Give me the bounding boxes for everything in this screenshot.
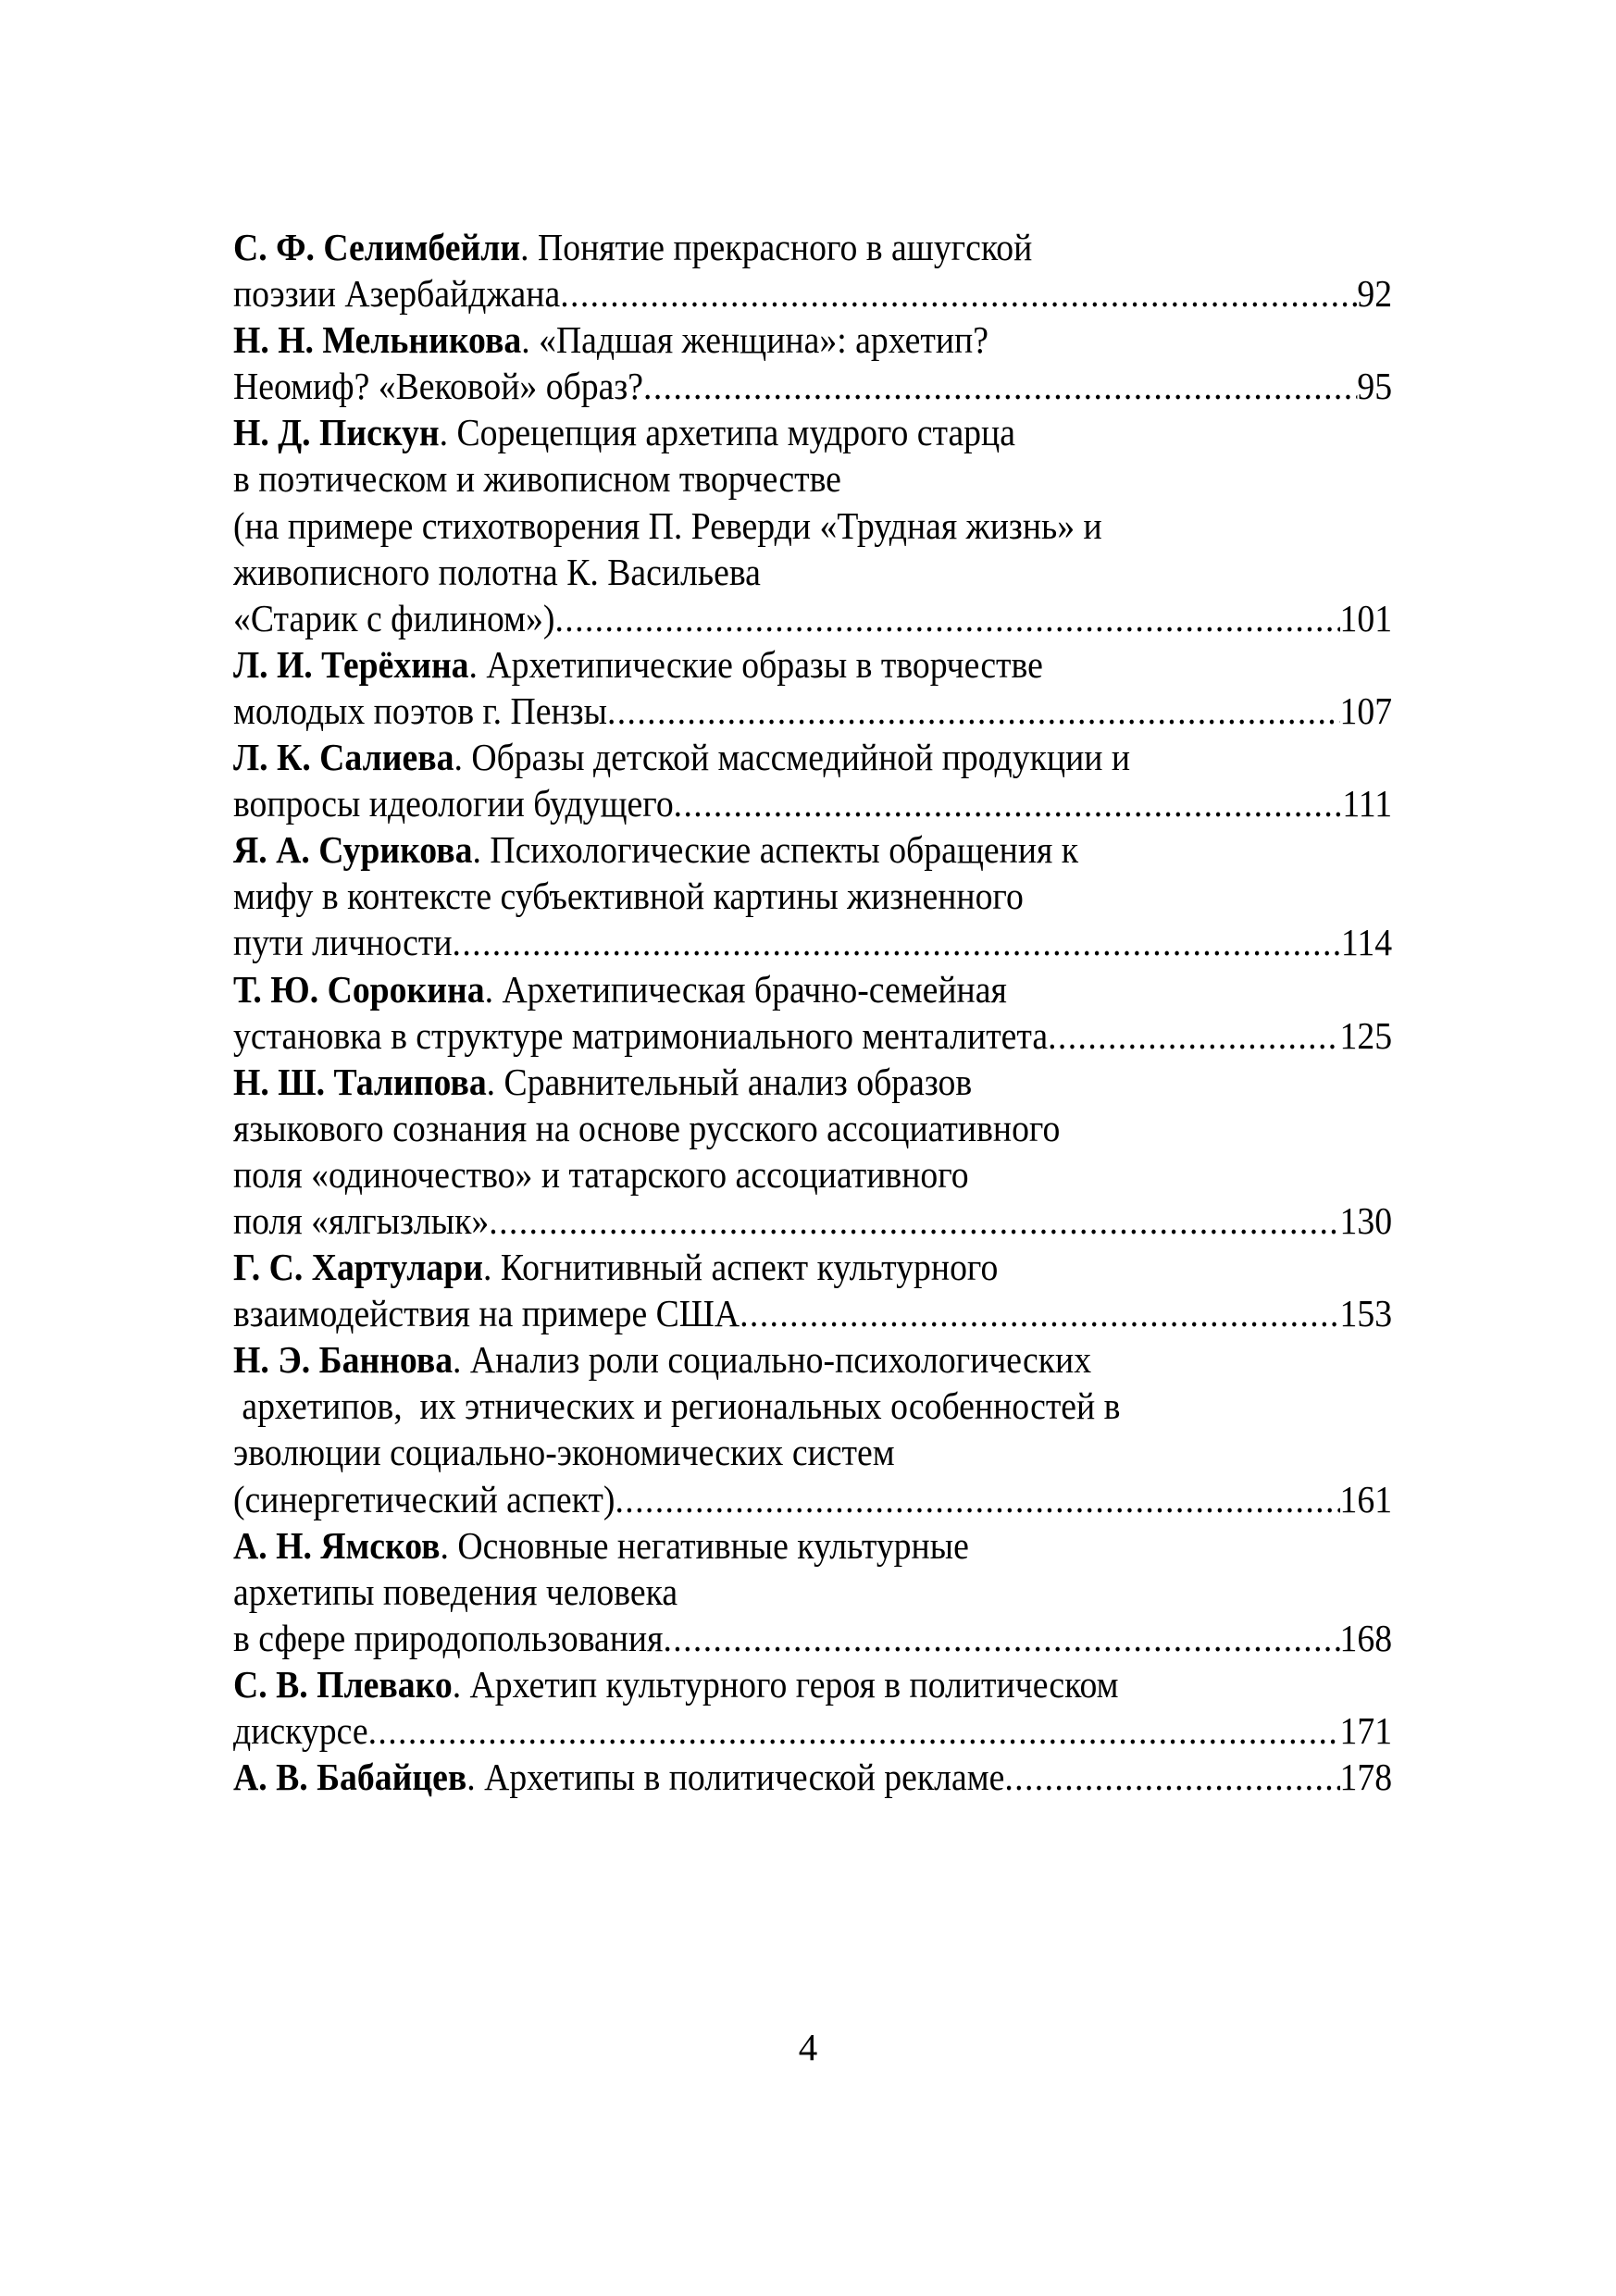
toc-entry-line — [233, 1429, 1392, 1475]
toc-entry-page: 125 — [1339, 1013, 1393, 1057]
toc-entry-line — [233, 455, 1392, 502]
toc-entry — [233, 734, 1392, 826]
dot-leader — [554, 595, 1339, 641]
toc-entry-title-text: взаимодействия на примере США — [233, 1292, 740, 1335]
toc-entry-author: Л. К. Салиева — [233, 736, 454, 779]
dot-leader — [643, 363, 1357, 409]
dot-leader — [489, 1198, 1339, 1244]
dot-leader — [607, 688, 1340, 734]
toc-entry-page: 95 — [1357, 365, 1393, 408]
toc-entry-title-text: «Падшая женщина»: архетип? — [539, 318, 988, 362]
dot-leader — [615, 1476, 1339, 1522]
toc-entry-title-text: поэзии Азербайджана — [233, 272, 561, 316]
toc-entry-author: Л. И. Терёхина — [233, 642, 469, 686]
toc-entry-last-line — [233, 919, 1392, 965]
toc-entry-line: Л. К. Салиева. Образы детской массмедийной продукции и — [233, 736, 1131, 779]
toc-entry-last-line: А. В. Бабайцев. Архетипы в политической рекламе ..... 178 — [233, 1754, 1392, 1800]
toc-entry-title-text: Сорецепция архетипа мудрого старца — [456, 411, 1015, 454]
toc-entry-last-line — [233, 1198, 1392, 1244]
toc-entry-line: С. Ф. Селимбейли. Понятие прекрасного в ашугской — [233, 226, 1033, 268]
toc-entry-title-text: Архетипические образы в творчестве — [486, 642, 1043, 686]
toc-entry-title-text: «Старик с филином») — [233, 596, 555, 639]
toc-entry — [233, 1336, 1392, 1521]
toc-entry-title-text: Психологические аспекты обращения к — [490, 828, 1079, 872]
toc-entry-line: Н. Э. Баннова. Анализ роли социально-психологических — [233, 1338, 1092, 1382]
toc-entry-last-line — [233, 1707, 1392, 1754]
toc-entry-line: С. В. Плевако. Архетип культурного героя в политическом — [233, 1662, 1119, 1706]
toc-entry-title-text: (синергетический аспект) — [233, 1477, 615, 1520]
toc-entry-title-text: живописного полотна К. Васильева — [233, 550, 761, 593]
toc-entry-last-line — [233, 1615, 1392, 1661]
table-of-contents — [233, 224, 1393, 1800]
toc-entries — [233, 224, 1392, 1800]
toc-entry-page: 92 — [1357, 272, 1393, 316]
toc-entry-title-text: молодых поэтов г. Пензы — [233, 689, 607, 732]
toc-entry-last-line — [233, 688, 1392, 734]
toc-entry — [233, 1754, 1392, 1800]
toc-entry — [233, 409, 1392, 640]
toc-entry-line: Л. И. Терёхина. Архетипические образы в творчестве — [233, 642, 1043, 686]
toc-entry-title-text: Неомиф? «Вековой» образ? — [233, 365, 644, 408]
toc-entry-line — [233, 873, 1392, 919]
toc-entry — [233, 1059, 1392, 1244]
dot-leader — [1004, 1754, 1339, 1800]
toc-entry-author: С. В. Плевако — [233, 1662, 453, 1706]
toc-entry-title-text: установка в структуре матримониального менталитета — [233, 1013, 1049, 1057]
toc-entry-title-text: дискурсе — [233, 1709, 368, 1752]
toc-entry — [233, 224, 1392, 316]
toc-entry-page: 161 — [1339, 1477, 1393, 1520]
toc-entry-line — [233, 1151, 1392, 1198]
dot-leader — [368, 1707, 1340, 1754]
toc-entry-author: Г. С. Хартулари — [233, 1246, 483, 1289]
toc-entry — [233, 1244, 1392, 1336]
toc-entry-line: Я. А. Сурикова. Психологические аспекты обращения к — [233, 828, 1079, 872]
toc-entry-title-text: архетипы поведения человека — [233, 1570, 678, 1613]
dot-leader — [453, 919, 1341, 965]
toc-entry-page: 168 — [1339, 1616, 1393, 1659]
toc-entry-title-text: поля «одиночество» и татарского ассоциативного — [233, 1152, 969, 1196]
toc-entry-page: 171 — [1339, 1709, 1393, 1752]
toc-entry-author: Н. Ш. Талипова — [233, 1060, 487, 1103]
toc-entry-author: Н. Н. Мельникова — [233, 318, 522, 362]
toc-entry-title-text: эволюции социально-экономических систем — [233, 1431, 895, 1474]
toc-entry-last-line — [233, 1012, 1392, 1059]
toc-entry-page: 114 — [1340, 921, 1393, 964]
toc-entry — [233, 826, 1392, 965]
toc-entry-title-text: Архетипическая брачно-семейная — [502, 967, 1007, 1011]
toc-entry-last-line — [233, 595, 1392, 641]
dot-leader — [1048, 1012, 1339, 1059]
toc-entry-author: Н. Э. Баннова — [233, 1338, 454, 1382]
dot-leader — [560, 270, 1357, 316]
page-number: 4 — [798, 2026, 818, 2068]
toc-entry-page: 153 — [1339, 1292, 1393, 1335]
toc-entry-page: 130 — [1339, 1198, 1393, 1242]
toc-entry-author: А. В. Бабайцев — [233, 1756, 467, 1799]
toc-entry-page: 178 — [1339, 1756, 1393, 1799]
dot-leader — [674, 780, 1343, 826]
toc-entry-line: Н. Д. Пискун. Сорецепция архетипа мудрого старца — [233, 411, 1015, 454]
toc-entry-title-text: в поэтическом и живописном творчестве — [233, 457, 841, 501]
toc-entry-title-text: Основные негативные культурные — [457, 1523, 969, 1567]
toc-entry-title-text: вопросы идеологии будущего — [233, 782, 674, 825]
toc-entry — [233, 641, 1392, 734]
toc-entry-page: 101 — [1339, 596, 1393, 639]
toc-entry-title-text: языкового сознания на основе русского ассоциативного — [233, 1106, 1061, 1149]
toc-entry — [233, 316, 1392, 409]
dot-leader — [663, 1615, 1339, 1661]
toc-entry-title-text: мифу в контексте субъективной картины жизненного — [233, 875, 1024, 918]
toc-entry-line — [233, 1383, 1392, 1429]
toc-entry-line — [233, 503, 1392, 549]
toc-entry-title-text: Когнитивный аспект культурного — [500, 1246, 999, 1289]
toc-entry-title-text: Архетипы в политической рекламе — [484, 1756, 1005, 1799]
toc-entry-line — [233, 1105, 1392, 1151]
toc-entry-title-text: Сравнительный анализ образов — [503, 1060, 973, 1103]
toc-entry-line: Т. Ю. Сорокина. Архетипическая брачно-семейная — [233, 967, 1007, 1011]
dot-leader — [740, 1290, 1339, 1336]
toc-entry-title-text: пути личности — [233, 921, 453, 964]
toc-entry-last-line — [233, 270, 1392, 316]
toc-entry-line — [233, 549, 1392, 595]
toc-entry-line — [233, 1569, 1392, 1615]
toc-entry-last-line — [233, 363, 1392, 409]
toc-entry-line: Г. С. Хартулари. Когнитивный аспект культурного — [233, 1246, 999, 1289]
toc-entry-title-text: Понятие прекрасного в ашугской — [537, 226, 1033, 268]
toc-entry-last-line — [233, 1476, 1392, 1522]
toc-entry-author: Т. Ю. Сорокина — [233, 967, 485, 1011]
toc-entry-author: А. Н. Ямсков — [233, 1523, 441, 1567]
toc-entry-title-text: Архетип культурного героя в политическом — [469, 1662, 1119, 1706]
toc-entry-title-text: в сфере природопользования — [233, 1616, 664, 1659]
toc-entry-author: С. Ф. Селимбейли — [233, 226, 521, 268]
toc-entry-title-text: архетипов, их этнических и региональных особенностей в — [233, 1384, 1121, 1428]
toc-entry-last-line — [233, 1290, 1392, 1336]
toc-entry-line: Н. Ш. Талипова. Сравнительный анализ образов — [233, 1060, 973, 1103]
toc-entry — [233, 1522, 1392, 1661]
toc-entry-title-text: (на примере стихотворения П. Реверди «Трудная жизнь» и — [233, 503, 1102, 547]
toc-entry — [233, 966, 1392, 1059]
toc-entry — [233, 1661, 1392, 1754]
toc-entry-line: А. Н. Ямсков. Основные негативные культурные — [233, 1523, 969, 1567]
toc-entry-author: Я. А. Сурикова — [233, 828, 473, 872]
toc-entry-title-text: поля «ялгызлык» — [233, 1198, 490, 1242]
toc-entry-line: Н. Н. Мельникова. «Падшая женщина»: архетип? — [233, 318, 988, 362]
toc-entry-page: 107 — [1339, 689, 1393, 732]
toc-entry-page: 111 — [1342, 782, 1393, 825]
toc-entry-title-text: Образы детской массмедийной продукции и — [471, 736, 1131, 779]
toc-entry-title-text: Анализ роли социально-психологических — [469, 1338, 1092, 1382]
toc-entry-last-line — [233, 780, 1392, 826]
toc-entry-author: Н. Д. Пискун — [233, 411, 440, 454]
